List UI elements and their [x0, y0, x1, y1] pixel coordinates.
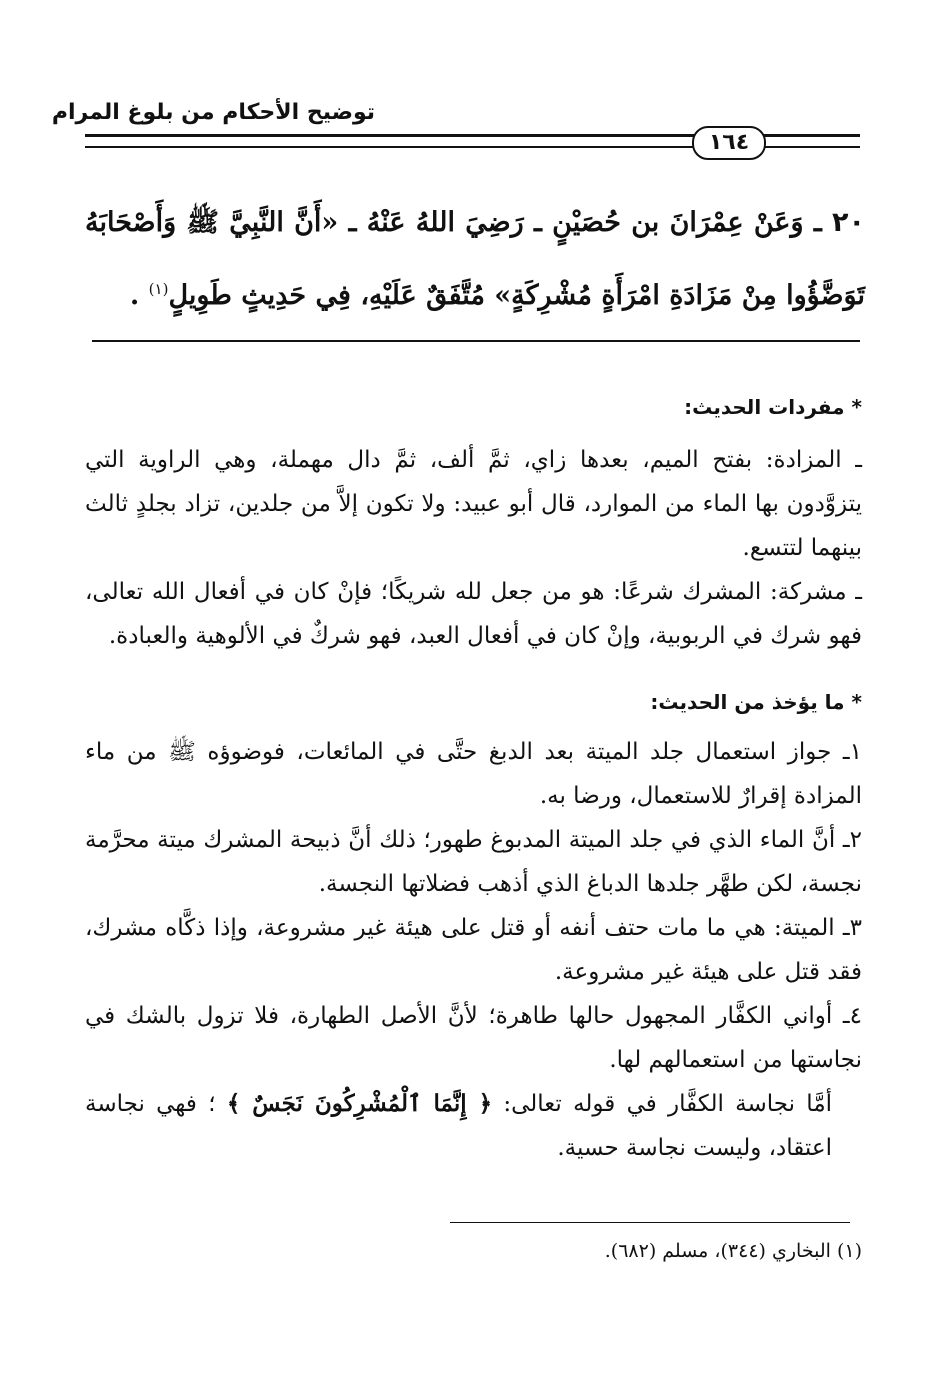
lesson-note [85, 1082, 862, 1170]
hadith-dash: ـ [803, 207, 822, 238]
footnote-separator [450, 1222, 850, 1223]
item-first-line: ٢ـ أنَّ الماء الذي في جلد الميتة المدبوغ طهور؛ ذلك أنَّ ذبيحة المشرك ميتة [157, 827, 862, 853]
page-number: ١٦٤ [692, 126, 766, 160]
item-first-line: ـ المزادة: بفتح الميم، بعدها زاي، ثمَّ ألف، ثمَّ دال مهملة، وهي الراوية التي [85, 447, 862, 473]
running-header-title: توضيح الأحكام من بلوغ المرام [51, 100, 375, 125]
lesson-item [85, 818, 862, 906]
vocabulary-list [85, 438, 862, 658]
note-start: أمَّا نجاسة الكفَّار في قوله تعالى: [503, 1091, 833, 1117]
section-heading-vocabulary: * مفردات الحديث: [684, 395, 862, 419]
item-first-line: ٣ـ الميتة: هي ما مات حتف أنفه أو قتل على هيئة غير مشروعة، وإذا ذكَّاه [165, 915, 862, 941]
hadith-body: وَعَنْ عِمْرَانَ بن حُصَيْنٍ ـ رَضِيَ اللهُ عَنْهُ ـ «أَنَّ النَّبِيَّ ﷺ وَأَصْحَابَهُ تَوَضَّؤُوا مِنْ مَزَادَةِ امْرَأَةٍ مُشْرِكَةٍ» مُتَّفَقٌ عَلَيْهِ، فِي حَدِيثٍ طَوِيلٍ [85, 207, 865, 311]
item-continuation: مشرك، فقد قتل على هيئة غير مشروعة. [85, 915, 862, 985]
item-continuation: فهو شرك في الربوبية، وإنْ كان في أفعال العبد، فهو شركٌ في الألوهية والعبادة. [108, 623, 862, 649]
item-first-line: ـ مشركة: المشرك شرعًا: هو من جعل لله شريكًا؛ فإنْ كان في أفعال الله تعالى، [85, 579, 862, 605]
note-end: ؛ فهي نجاسة اعتقاد، وليست نجاسة حسية. [85, 1091, 832, 1161]
vocabulary-item [85, 438, 862, 570]
item-first-line: ١ـ جواز استعمال جلد الميتة بعد الدبغ حتَّى في المائعات، فوضوؤه ﷺ من [126, 739, 862, 765]
lesson-item [85, 730, 862, 818]
hadith-end: . [129, 280, 140, 311]
item-continuation: محرَّمة نجسة، لكن طهَّر جلدها الدباغ الذي أذهب فضلاتها النجسة. [85, 827, 862, 897]
footnote: (١) البخاري (٣٤٤)، مسلم (٦٨٢). [604, 1240, 862, 1262]
item-continuation: يتزوَّدون بها الماء من الموارد، قال أبو عبيد: ولا تكون إلاَّ من جلدين، تزاد بجلدٍ ثالث بينهما لتتسع. [85, 491, 862, 561]
hadith-separator [92, 340, 860, 342]
lesson-item [85, 906, 862, 994]
hadith-text-block [85, 190, 865, 329]
quran-verse: ﴿ إِنَّمَا ٱلْمُشْرِكُونَ نَجَسٌ ﴾ [226, 1090, 493, 1117]
hadith-number: ٢٠ [832, 207, 866, 238]
section-heading-lessons: * ما يؤخذ من الحديث: [650, 690, 862, 714]
item-continuation: في نجاستها من استعمالهم لها. [85, 1003, 862, 1073]
item-continuation: ماء المزادة إقرارٌ للاستعمال، ورضا به. [85, 739, 862, 809]
lesson-item [85, 994, 862, 1082]
vocabulary-item [85, 570, 862, 658]
item-first-line: ٤ـ أواني الكفَّار المجهول حالها طاهرة؛ لأنَّ الأصل الطهارة، فلا تزول بالشك [125, 1003, 862, 1029]
lessons-list [85, 730, 862, 1170]
hadith-footnote-marker: (١) [148, 280, 169, 298]
